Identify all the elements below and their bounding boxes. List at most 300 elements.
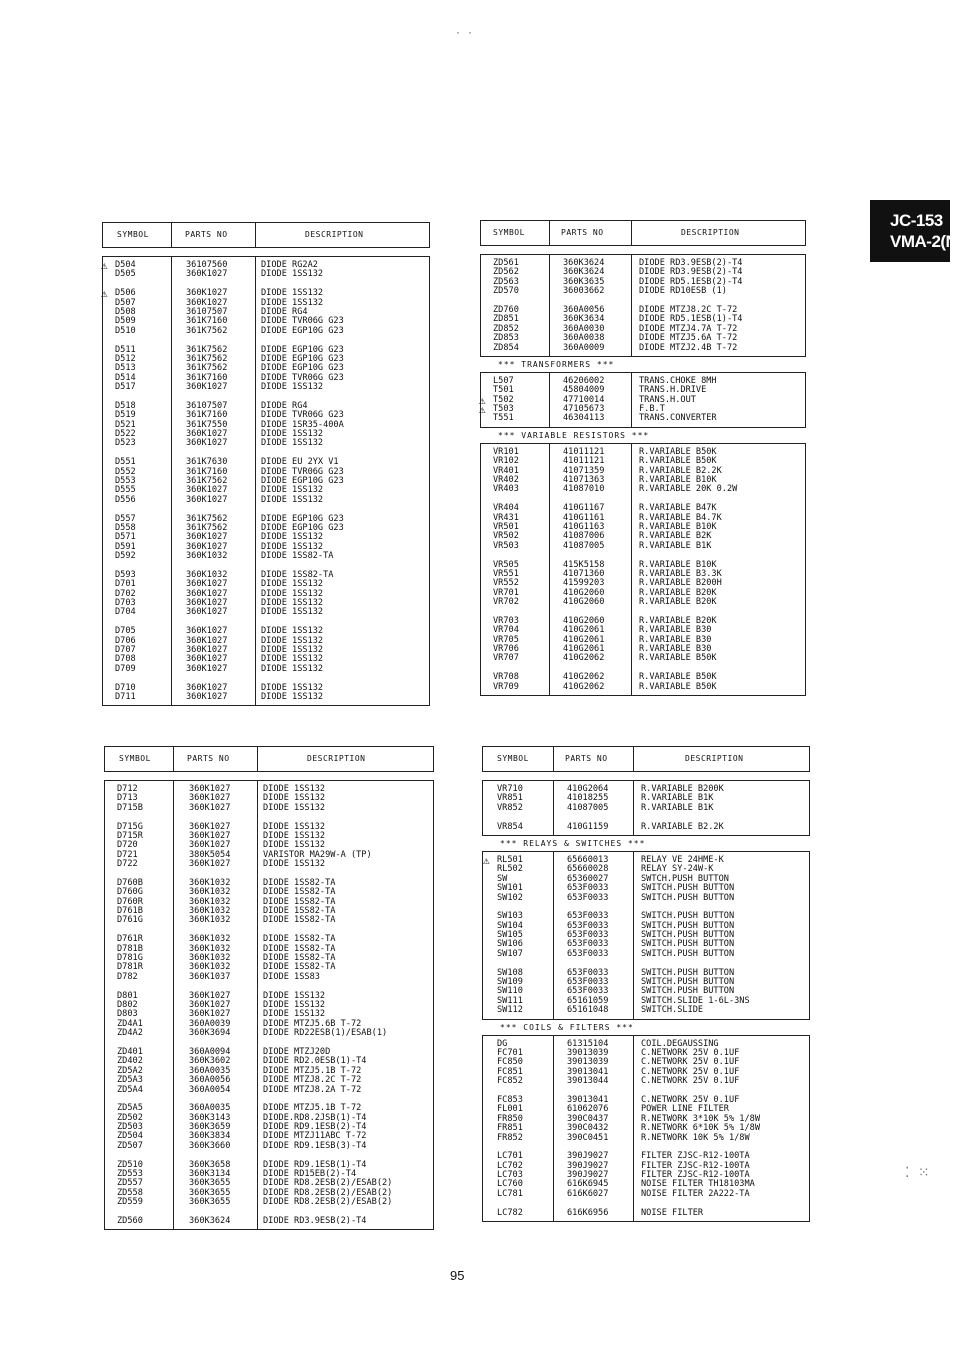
part-description: DIODE MTZJ8.2C T-72 bbox=[639, 304, 738, 315]
part-description: R.VARIABLE B2K bbox=[639, 531, 712, 542]
part-number: 360K1027 bbox=[189, 793, 231, 804]
part-description: DIODE 1SS132 bbox=[261, 607, 324, 618]
part-number: 653F0033 bbox=[567, 939, 609, 950]
part-number: 361K7630 bbox=[186, 457, 228, 468]
part-number: 360K3624 bbox=[563, 267, 605, 278]
part-number: 380K5054 bbox=[189, 849, 231, 860]
part-description: DIODE 1SR35-400A bbox=[261, 419, 344, 430]
part-number: 653F0033 bbox=[567, 911, 609, 922]
part-description: R.VARIABLE B3.3K bbox=[639, 568, 722, 579]
part-description: NOISE FILTER 2A222-TA bbox=[641, 1188, 750, 1199]
part-description: R.VARIABLE B10K bbox=[639, 559, 717, 570]
part-description: DIODE 1SS132 bbox=[261, 541, 324, 552]
part-description: DIODE 1SS82-TA bbox=[263, 896, 336, 907]
parts-row bbox=[103, 270, 429, 279]
table-section bbox=[480, 254, 806, 357]
rows-container bbox=[481, 373, 805, 427]
part-number: 410G2062 bbox=[563, 653, 605, 664]
part-number: 41011121 bbox=[563, 456, 605, 467]
part-number: 653F0033 bbox=[567, 930, 609, 941]
part-description: TRANS.CHOKE 8MH bbox=[639, 375, 717, 386]
parts-row bbox=[103, 327, 429, 336]
part-number: 360K3659 bbox=[189, 1122, 231, 1133]
part-symbol: SW112 bbox=[497, 1005, 523, 1016]
part-symbol: D781R bbox=[117, 962, 143, 973]
parts-row bbox=[481, 485, 805, 494]
part-number: 360K1032 bbox=[189, 896, 231, 907]
parts-row bbox=[483, 950, 809, 959]
part-number: 653F0033 bbox=[567, 892, 609, 903]
part-number: 41087006 bbox=[563, 531, 605, 542]
part-description: DIODE EGP10G G23 bbox=[261, 325, 344, 336]
part-number: 410G1159 bbox=[567, 821, 609, 832]
part-symbol: ZD4A2 bbox=[117, 1028, 143, 1039]
part-number: 360A0035 bbox=[189, 1065, 231, 1076]
part-description: R.VARIABLE B10K bbox=[639, 475, 717, 486]
part-symbol: D513 bbox=[115, 363, 136, 374]
part-number: 360K3634 bbox=[563, 314, 605, 325]
part-description: VARISTOR MA29W-A (TP) bbox=[263, 849, 372, 860]
part-number: 360K1027 bbox=[189, 784, 231, 794]
part-symbol: D514 bbox=[115, 372, 136, 383]
part-description: DIODE 1SS132 bbox=[263, 793, 326, 804]
part-symbol: VR404 bbox=[493, 503, 519, 514]
part-number: 616K6956 bbox=[567, 1207, 609, 1218]
part-number: 653F0033 bbox=[567, 977, 609, 988]
part-number: 360K1027 bbox=[186, 645, 228, 656]
part-number: 390J9027 bbox=[567, 1170, 609, 1181]
part-description: DIODE 1SS132 bbox=[263, 840, 326, 851]
header-symbol: SYMBOL bbox=[119, 754, 151, 763]
table-header bbox=[482, 746, 810, 772]
part-symbol: D510 bbox=[115, 325, 136, 336]
rows-container bbox=[481, 444, 805, 695]
part-symbol: VR403 bbox=[493, 484, 519, 495]
part-symbol: D522 bbox=[115, 429, 136, 440]
part-description: SWITCH.PUSH BUTTON bbox=[641, 948, 735, 959]
part-symbol: ZD402 bbox=[117, 1056, 143, 1067]
part-number: 360K1027 bbox=[186, 494, 228, 505]
section-title: *** VARIABLE RESISTORS *** bbox=[498, 430, 650, 440]
part-number: 360K1027 bbox=[189, 821, 231, 832]
column-divider bbox=[255, 223, 256, 247]
part-number: 415K5158 bbox=[563, 559, 605, 570]
part-description: DIODE RD9.1ESB(1)-T4 bbox=[263, 1159, 367, 1170]
part-symbol: SW110 bbox=[497, 986, 523, 997]
part-symbol: D781G bbox=[117, 953, 143, 964]
part-symbol: RL502 bbox=[497, 864, 523, 875]
part-description: DIODE 1SS132 bbox=[261, 532, 324, 543]
parts-row bbox=[103, 383, 429, 392]
part-symbol: SW111 bbox=[497, 995, 523, 1006]
part-symbol: ZD553 bbox=[117, 1169, 143, 1180]
model-tab-line2: VMA-2(N bbox=[890, 232, 957, 251]
part-number: 360K1027 bbox=[186, 607, 228, 618]
part-description: DIODE MTZJ11ABC T-72 bbox=[263, 1131, 367, 1142]
part-symbol: SW107 bbox=[497, 948, 523, 959]
part-symbol: D707 bbox=[115, 645, 136, 656]
part-number: 410G2062 bbox=[563, 681, 605, 692]
parts-row bbox=[483, 1077, 809, 1086]
part-number: 361K7160 bbox=[186, 372, 228, 383]
part-description: R.VARIABLE B4.7K bbox=[639, 512, 722, 523]
part-symbol: VR503 bbox=[493, 540, 519, 551]
part-symbol: D801 bbox=[117, 990, 138, 1001]
part-number: 360K1027 bbox=[186, 691, 228, 702]
part-description: TRANS.CONVERTER bbox=[639, 413, 717, 424]
part-number: 390C0451 bbox=[567, 1132, 609, 1143]
part-number: 360K1032 bbox=[189, 934, 231, 945]
part-symbol: VR708 bbox=[493, 672, 519, 683]
part-number: 360K1027 bbox=[186, 297, 228, 308]
part-number: 360K1027 bbox=[189, 1009, 231, 1020]
part-description: R.VARIABLE B50K bbox=[639, 456, 717, 467]
header-parts-no: PARTS NO bbox=[185, 230, 228, 239]
part-number: 360K3143 bbox=[189, 1112, 231, 1123]
part-number: 360K1032 bbox=[186, 569, 228, 580]
part-symbol: ZD5A5 bbox=[117, 1103, 143, 1114]
part-symbol: D557 bbox=[115, 513, 136, 524]
part-description: DIODE RD10ESB (1) bbox=[639, 286, 727, 297]
part-number: 360A0038 bbox=[563, 333, 605, 344]
parts-row bbox=[103, 552, 429, 561]
part-symbol: VR431 bbox=[493, 512, 519, 523]
part-symbol: FC850 bbox=[497, 1057, 523, 1068]
part-number: 410G2061 bbox=[563, 644, 605, 655]
part-number: 65161048 bbox=[567, 1005, 609, 1016]
part-symbol: LC703 bbox=[497, 1170, 523, 1181]
part-description: DIODE TVR06G G23 bbox=[261, 466, 344, 477]
parts-row bbox=[105, 860, 433, 869]
part-description: DIODE RD8.2ESB(2)/ESAB(2) bbox=[263, 1187, 393, 1198]
part-number: 39013039 bbox=[567, 1047, 609, 1058]
column-divider bbox=[257, 747, 258, 771]
rows-container bbox=[105, 781, 433, 1229]
part-symbol: LC701 bbox=[497, 1151, 523, 1162]
part-description: DIODE MTZJ8.2A T-72 bbox=[263, 1084, 362, 1095]
header-description: DESCRIPTION bbox=[685, 754, 744, 763]
part-number: 360K1032 bbox=[189, 953, 231, 964]
part-number: 360K1027 bbox=[189, 830, 231, 841]
part-description: DIODE RD3.9ESB(2)-T4 bbox=[263, 1215, 367, 1226]
part-description: DIODE EGP10G G23 bbox=[261, 475, 344, 486]
part-description: DIODE 1SS132 bbox=[263, 830, 326, 841]
part-symbol: ZD562 bbox=[493, 267, 519, 278]
part-description: DIODE MTZJ2.4B T-72 bbox=[639, 342, 738, 353]
part-number: 653F0033 bbox=[567, 920, 609, 931]
part-description: FILTER ZJSC-R12-100TA bbox=[641, 1160, 750, 1171]
part-description: DIODE 1SS132 bbox=[261, 429, 324, 440]
part-symbol: D720 bbox=[117, 840, 138, 851]
part-number: 360K3624 bbox=[189, 1215, 231, 1226]
part-symbol: D761G bbox=[117, 915, 143, 926]
part-number: 360K1027 bbox=[186, 269, 228, 280]
part-symbol: D781B bbox=[117, 943, 143, 954]
part-number: 360K3655 bbox=[189, 1197, 231, 1208]
part-symbol: D506 bbox=[115, 288, 136, 299]
part-symbol: ZD502 bbox=[117, 1112, 143, 1123]
part-symbol: DG bbox=[497, 1038, 508, 1049]
part-description: R.VARIABLE B20K bbox=[639, 587, 717, 598]
part-number: 41071363 bbox=[563, 475, 605, 486]
part-symbol: D592 bbox=[115, 551, 136, 562]
part-number: 361K7562 bbox=[186, 513, 228, 524]
part-number: 360A0039 bbox=[189, 1018, 231, 1029]
part-description: DIODE 1SS132 bbox=[263, 999, 326, 1010]
part-symbol: D509 bbox=[115, 316, 136, 327]
part-description: DIODE RG2A2 bbox=[261, 260, 318, 270]
part-symbol: VR854 bbox=[497, 821, 523, 832]
part-number: 360K3655 bbox=[189, 1187, 231, 1198]
safety-warning-icon: ⚠ bbox=[101, 287, 108, 301]
part-description: SWITCH.SLIDE bbox=[641, 1005, 704, 1016]
part-symbol: VR702 bbox=[493, 597, 519, 608]
part-number: 41087005 bbox=[563, 540, 605, 551]
part-number: 360K1027 bbox=[186, 429, 228, 440]
part-description: DIODE.RD8.2JSB(1)-T4 bbox=[263, 1112, 367, 1123]
part-description: R.NETWORK 10K 5% 1/8W bbox=[641, 1132, 750, 1143]
header-description: DESCRIPTION bbox=[307, 754, 366, 763]
part-number: 61062076 bbox=[567, 1104, 609, 1115]
part-description: SWITCH.SLIDE 1-6L-3NS bbox=[641, 995, 750, 1006]
part-description: DIODE 1SS132 bbox=[261, 663, 324, 674]
column-divider bbox=[553, 747, 554, 771]
part-symbol: VR701 bbox=[493, 587, 519, 598]
part-number: 360K1027 bbox=[186, 598, 228, 609]
part-number: 360A0009 bbox=[563, 342, 605, 353]
part-symbol: VR505 bbox=[493, 559, 519, 570]
part-symbol: L507 bbox=[493, 375, 514, 386]
part-symbol: ZD5A4 bbox=[117, 1084, 143, 1095]
part-number: 360K1027 bbox=[186, 635, 228, 646]
part-number: 361K7562 bbox=[186, 522, 228, 533]
part-description: DIODE 1SS132 bbox=[261, 635, 324, 646]
part-symbol: ZD760 bbox=[493, 304, 519, 315]
part-description: DIODE RG4 bbox=[261, 400, 308, 411]
part-symbol: ZD851 bbox=[493, 314, 519, 325]
parts-table-top-right bbox=[480, 220, 806, 696]
part-description: R.VARIABLE B20K bbox=[639, 597, 717, 608]
part-number: 410G2060 bbox=[563, 615, 605, 626]
part-number: 360K1037 bbox=[189, 971, 231, 982]
part-description: SWITCH.PUSH BUTTON bbox=[641, 892, 735, 903]
header-symbol: SYMBOL bbox=[493, 228, 525, 237]
part-number: 360K3834 bbox=[189, 1131, 231, 1142]
part-description: DIODE 1SS82-TA bbox=[263, 934, 336, 945]
part-description: DIODE 1SS132 bbox=[263, 802, 326, 813]
part-description: SWITCH.PUSH BUTTON bbox=[641, 977, 735, 988]
part-number: 390J9027 bbox=[567, 1151, 609, 1162]
part-description: DIODE EGP10G G23 bbox=[261, 363, 344, 374]
part-description: DIODE RD15EB(2)-T4 bbox=[263, 1169, 357, 1180]
part-symbol: D760G bbox=[117, 887, 143, 898]
part-number: 39013039 bbox=[567, 1057, 609, 1068]
part-description: SWITCH.PUSH BUTTON bbox=[641, 920, 735, 931]
part-description: DIODE 1SS82-TA bbox=[263, 877, 336, 888]
section-title: *** TRANSFORMERS *** bbox=[498, 359, 615, 369]
part-number: 41599203 bbox=[563, 578, 605, 589]
part-description: C.NETWORK 25V 0.1UF bbox=[641, 1076, 740, 1087]
safety-warning-icon: ⚠ bbox=[483, 853, 490, 867]
part-symbol: VR551 bbox=[493, 568, 519, 579]
part-symbol: VR704 bbox=[493, 625, 519, 636]
table-section bbox=[480, 443, 806, 696]
part-symbol: D715G bbox=[117, 821, 143, 832]
part-description: DIODE 1SS132 bbox=[261, 438, 324, 449]
part-number: 360K3694 bbox=[189, 1028, 231, 1039]
part-description: DIODE 1SS132 bbox=[261, 654, 324, 665]
part-number: 616K6027 bbox=[567, 1188, 609, 1199]
part-symbol: D512 bbox=[115, 353, 136, 364]
page-number: 95 bbox=[450, 1268, 465, 1283]
part-number: 361K7562 bbox=[186, 325, 228, 336]
part-number: 653F0033 bbox=[567, 883, 609, 894]
part-symbol: ZD401 bbox=[117, 1046, 143, 1057]
part-symbol: ZD854 bbox=[493, 342, 519, 353]
part-number: 410G1163 bbox=[563, 521, 605, 532]
part-symbol: SW108 bbox=[497, 967, 523, 978]
part-description: SWITCH.PUSH BUTTON bbox=[641, 967, 735, 978]
part-description: DIODE RD8.2ESB(2)/ESAB(2) bbox=[263, 1178, 393, 1189]
part-number: 360K1027 bbox=[186, 654, 228, 665]
part-description: DIODE RD5.1ESB(1)-T4 bbox=[639, 314, 743, 325]
column-divider bbox=[549, 221, 550, 245]
part-number: 65161059 bbox=[567, 995, 609, 1006]
part-description: C.NETWORK 25V 0.1UF bbox=[641, 1066, 740, 1077]
part-number: 360K1027 bbox=[189, 802, 231, 813]
part-description: TRANS.H.DRIVE bbox=[639, 385, 707, 396]
part-symbol: D702 bbox=[115, 588, 136, 599]
part-symbol: ZD4A1 bbox=[117, 1018, 143, 1029]
part-symbol: VR706 bbox=[493, 644, 519, 655]
part-symbol: D553 bbox=[115, 475, 136, 486]
part-symbol: RL501 bbox=[497, 854, 523, 865]
part-number: 410G2062 bbox=[563, 672, 605, 683]
part-description: DIODE 1SS132 bbox=[261, 494, 324, 505]
part-number: 360K1027 bbox=[186, 663, 228, 674]
header-symbol: SYMBOL bbox=[497, 754, 529, 763]
part-symbol: D704 bbox=[115, 607, 136, 618]
part-description: DIODE 1SS132 bbox=[263, 1009, 326, 1020]
part-description: DIODE 1SS132 bbox=[261, 645, 324, 656]
part-symbol: D593 bbox=[115, 569, 136, 580]
part-symbol: D556 bbox=[115, 494, 136, 505]
part-description: DIODE 1SS132 bbox=[263, 859, 326, 870]
part-symbol: D521 bbox=[115, 419, 136, 430]
part-symbol: SW109 bbox=[497, 977, 523, 988]
parts-row bbox=[483, 1134, 809, 1143]
table-section bbox=[102, 256, 430, 706]
part-number: 360A0056 bbox=[563, 304, 605, 315]
part-description: SWITCH.PUSH BUTTON bbox=[641, 986, 735, 997]
part-description: RELAY SY-24W-K bbox=[641, 864, 714, 875]
part-description: DIODE 1SS132 bbox=[261, 588, 324, 599]
part-symbol: ZD561 bbox=[493, 258, 519, 268]
part-number: 46304113 bbox=[563, 413, 605, 424]
part-symbol: VR703 bbox=[493, 615, 519, 626]
part-description: DIODE EGP10G G23 bbox=[261, 522, 344, 533]
table-section bbox=[480, 372, 806, 428]
part-description: SWITCH.PUSH BUTTON bbox=[641, 930, 735, 941]
parts-row bbox=[481, 598, 805, 607]
part-description: DIODE 1SS132 bbox=[261, 626, 324, 637]
part-description: DIODE EU 2YX V1 bbox=[261, 457, 339, 468]
part-description: DIODE MTZJ8.2C T-72 bbox=[263, 1075, 362, 1086]
header-symbol: SYMBOL bbox=[117, 230, 149, 239]
part-number: 61315104 bbox=[567, 1038, 609, 1049]
part-description: POWER LINE FILTER bbox=[641, 1104, 729, 1115]
part-symbol: D551 bbox=[115, 457, 136, 468]
part-symbol: VR709 bbox=[493, 681, 519, 692]
part-symbol: D706 bbox=[115, 635, 136, 646]
part-number: 360A0035 bbox=[189, 1103, 231, 1114]
part-description: R.VARIABLE 20K 0.2W bbox=[639, 484, 738, 495]
table-section bbox=[482, 1035, 810, 1222]
part-description: C.NETWORK 25V 0.1UF bbox=[641, 1094, 740, 1105]
part-symbol: D517 bbox=[115, 382, 136, 393]
parts-row bbox=[105, 1198, 433, 1207]
part-number: 360K3658 bbox=[189, 1159, 231, 1170]
part-number: 360K1027 bbox=[186, 626, 228, 637]
part-symbol: T551 bbox=[493, 413, 514, 424]
part-description: R.NETWORK 6*10K 5% 1/8W bbox=[641, 1123, 760, 1134]
part-symbol: D715R bbox=[117, 830, 143, 841]
part-description: R.VARIABLE B2.2K bbox=[641, 821, 724, 832]
part-number: 616K6945 bbox=[567, 1179, 609, 1190]
part-number: 39013044 bbox=[567, 1076, 609, 1087]
part-symbol: SW104 bbox=[497, 920, 523, 931]
part-description: R.VARIABLE B1K bbox=[641, 793, 714, 804]
part-symbol: ZD563 bbox=[493, 276, 519, 287]
part-number: 390J9027 bbox=[567, 1160, 609, 1171]
safety-warning-icon: ⚠ bbox=[101, 259, 108, 272]
part-number: 360K1032 bbox=[189, 943, 231, 954]
rows-container bbox=[103, 257, 429, 705]
part-description: NOISE FILTER bbox=[641, 1207, 704, 1218]
part-number: 360K1027 bbox=[189, 999, 231, 1010]
part-description: DIODE 1SS82-TA bbox=[261, 551, 334, 562]
part-description: DIODE EGP10G G23 bbox=[261, 513, 344, 524]
part-symbol: ZD570 bbox=[493, 286, 519, 297]
part-description: RELAY VE 24HME-K bbox=[641, 854, 724, 865]
part-symbol: VR502 bbox=[493, 531, 519, 542]
part-description: DIODE 1SS132 bbox=[263, 784, 326, 794]
rows-container bbox=[483, 1036, 809, 1221]
parts-row bbox=[105, 1217, 433, 1226]
part-symbol: D591 bbox=[115, 541, 136, 552]
part-number: 65360027 bbox=[567, 873, 609, 884]
part-description: DIODE 1SS132 bbox=[263, 990, 326, 1001]
parts-row bbox=[103, 693, 429, 702]
part-number: 360A0054 bbox=[189, 1084, 231, 1095]
part-description: DIODE RD5.1ESB(2)-T4 bbox=[639, 276, 743, 287]
part-number: 360K3660 bbox=[189, 1140, 231, 1151]
part-description: SWTCH.PUSH BUTTON bbox=[641, 873, 729, 884]
part-description: C.NETWORK 25V 0.1UF bbox=[641, 1057, 740, 1068]
part-symbol: D713 bbox=[117, 793, 138, 804]
table-section bbox=[104, 780, 434, 1230]
part-symbol: FC851 bbox=[497, 1066, 523, 1077]
part-number: 361K7160 bbox=[186, 316, 228, 327]
part-symbol: D803 bbox=[117, 1009, 138, 1020]
parts-row bbox=[483, 823, 809, 832]
part-description: DIODE MTZJ5.1B T-72 bbox=[263, 1065, 362, 1076]
part-description: DIODE RG4 bbox=[261, 306, 308, 317]
part-number: 361K7562 bbox=[186, 353, 228, 364]
parts-table-top-left bbox=[102, 222, 430, 706]
part-description: R.VARIABLE B50K bbox=[639, 653, 717, 664]
part-description: R.VARIABLE B200K bbox=[641, 784, 724, 794]
